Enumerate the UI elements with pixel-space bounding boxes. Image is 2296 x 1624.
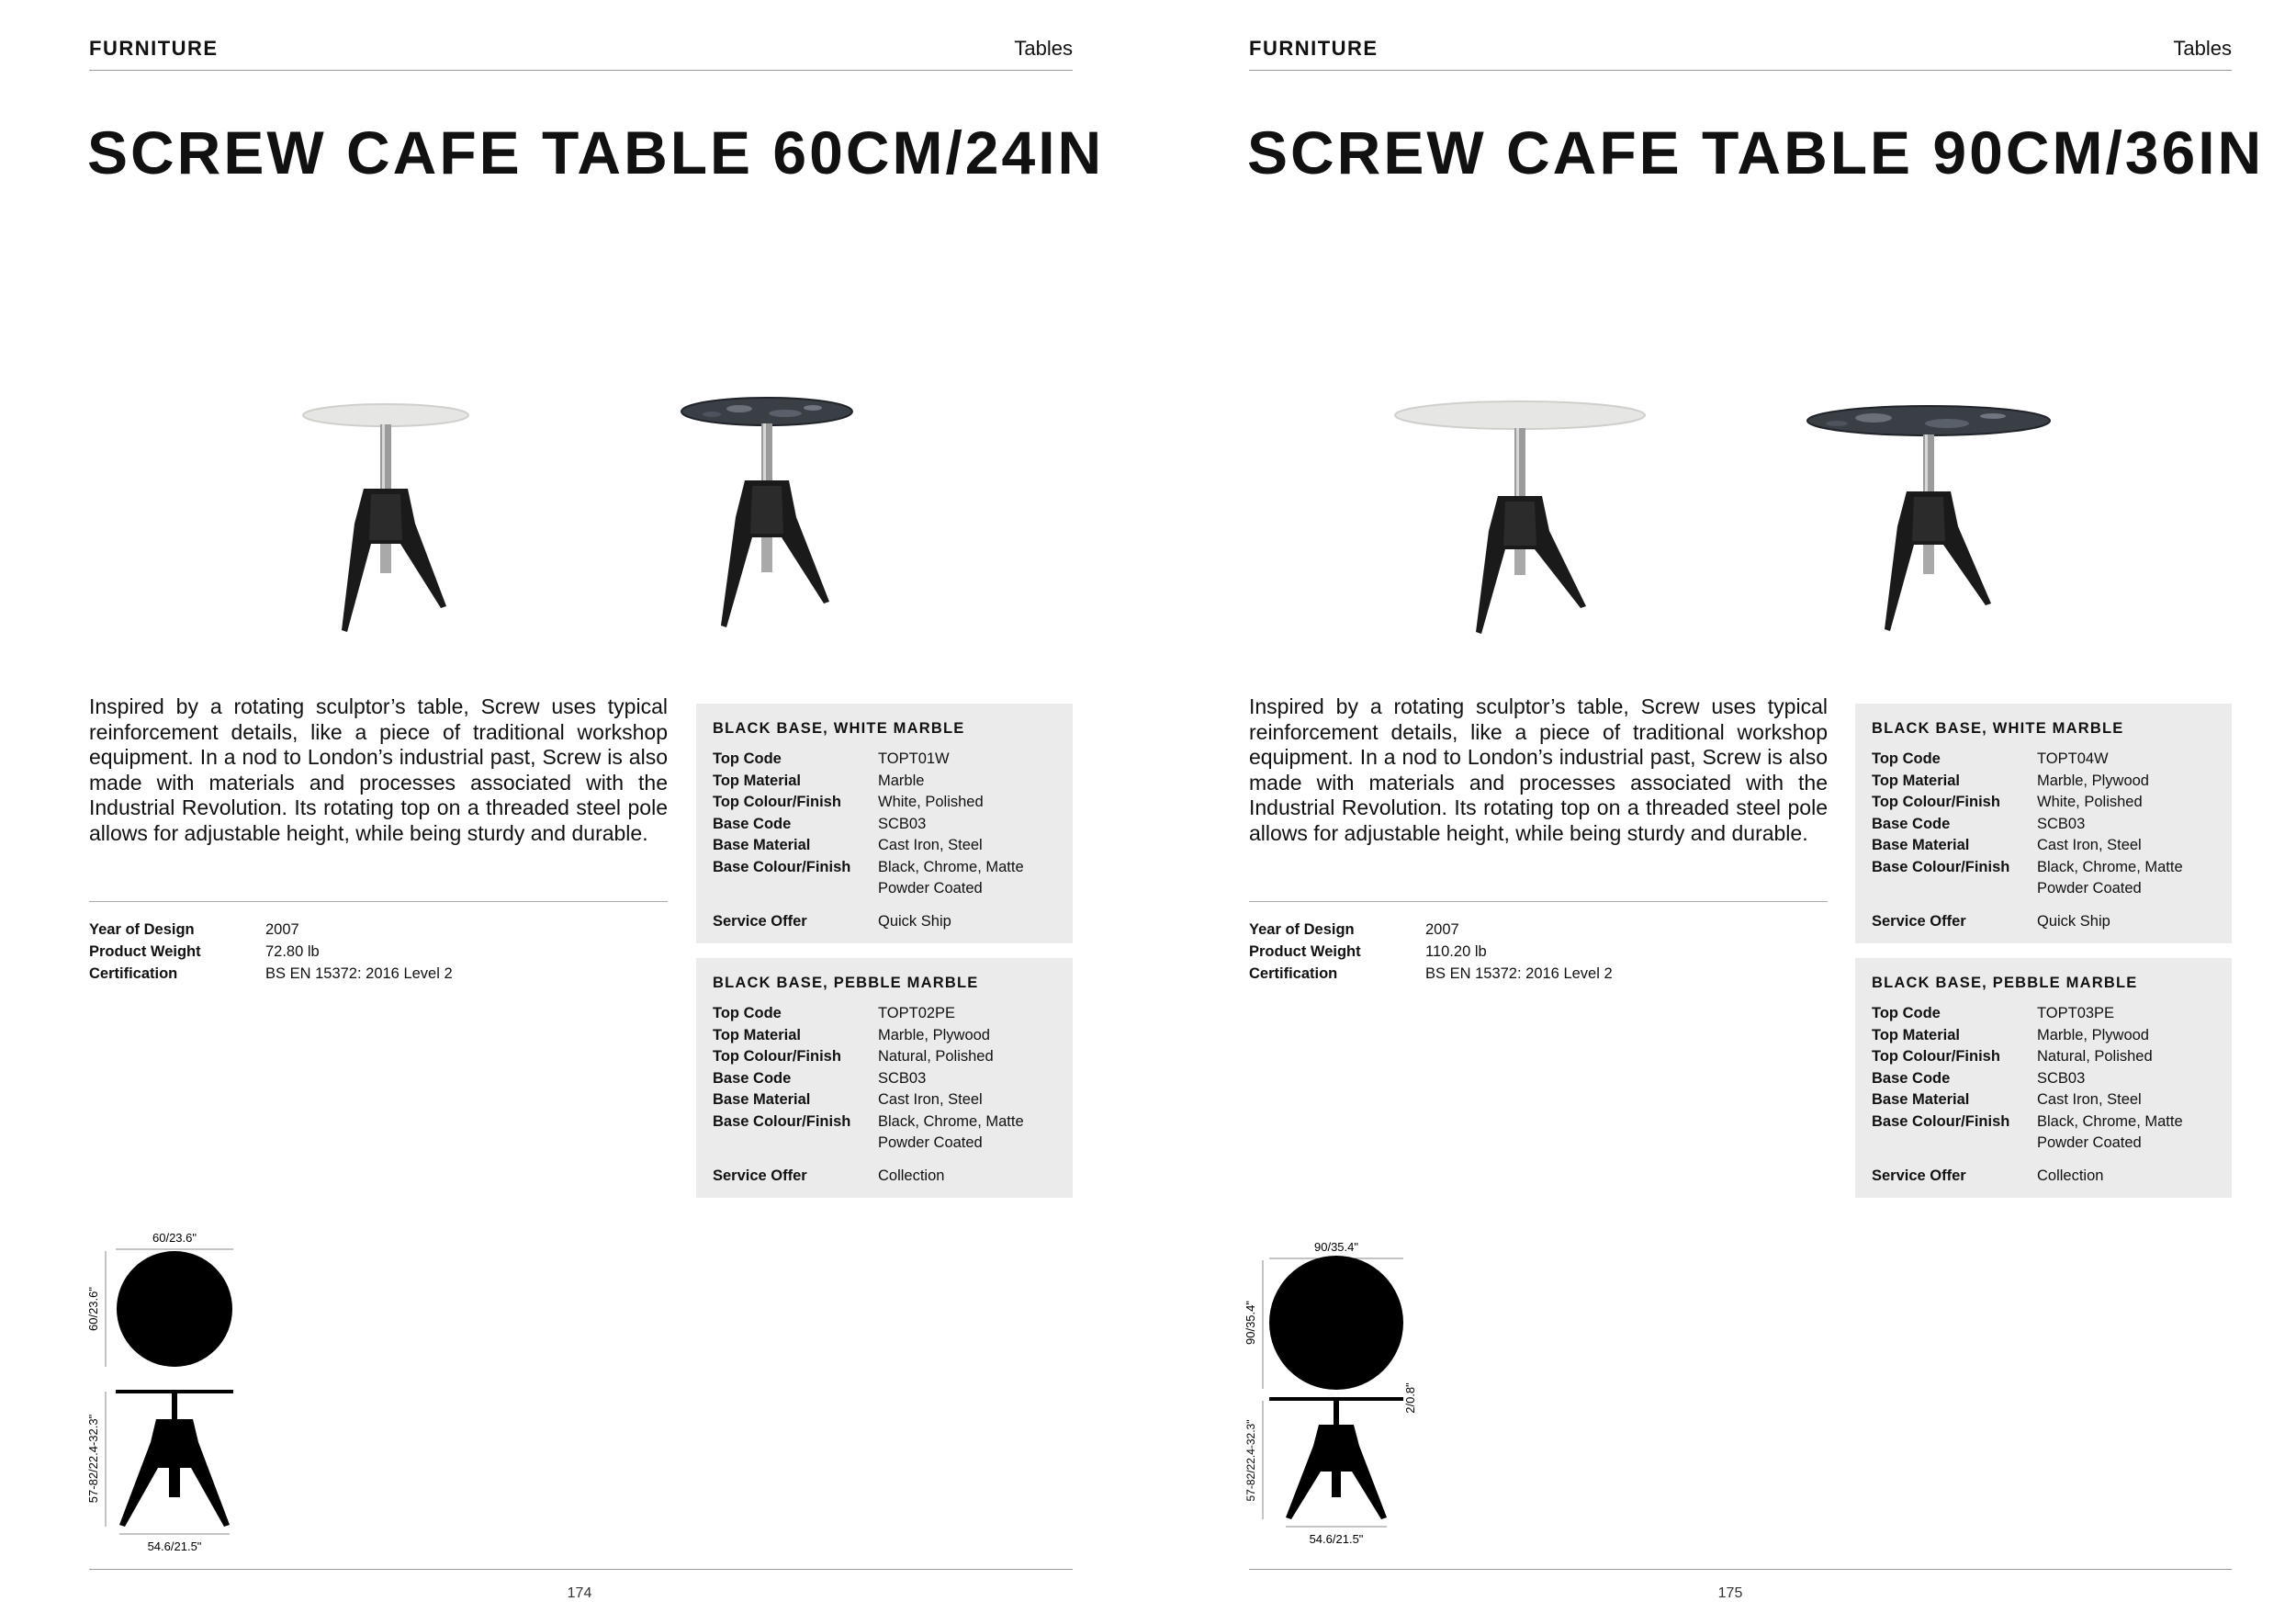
subsection-label: Tables bbox=[2173, 37, 2232, 60]
dim-height: 57-82/22.4-32.3" bbox=[1244, 1419, 1257, 1502]
dimension-drawing bbox=[83, 1222, 248, 1562]
table-base-elevation bbox=[119, 1419, 230, 1527]
spec-row bbox=[1872, 1068, 2215, 1090]
spec-row bbox=[1872, 1111, 2215, 1155]
meta-label: Product Weight bbox=[1249, 943, 1361, 960]
spec-label: Top Code bbox=[713, 1005, 782, 1021]
spec-row bbox=[713, 1089, 1056, 1111]
spec-value: Marble, Plywood bbox=[2037, 772, 2149, 789]
spec-service-row bbox=[1872, 911, 2215, 933]
spec-label: Top Material bbox=[1872, 1026, 1960, 1043]
spec-value: Marble bbox=[878, 772, 925, 789]
spec-row bbox=[713, 1025, 1056, 1047]
spec-value: Quick Ship bbox=[878, 912, 951, 930]
spec-label: Base Colour/Finish bbox=[713, 1112, 851, 1130]
spec-value: Natural, Polished bbox=[2037, 1048, 2153, 1065]
spec-row bbox=[1872, 1003, 2215, 1025]
spec-label: Top Colour/Finish bbox=[713, 1048, 841, 1065]
spec-row bbox=[1872, 1025, 2215, 1047]
spec-value: Black, Chrome, Matte Powder Coated bbox=[878, 1112, 1024, 1151]
spec-value: TOPT03PE bbox=[2037, 1005, 2115, 1021]
meta-value: 2007 bbox=[265, 921, 299, 938]
spec-label: Base Colour/Finish bbox=[1872, 858, 2010, 875]
spec-value: Cast Iron, Steel bbox=[878, 837, 983, 853]
spec-value: TOPT04W bbox=[2037, 750, 2109, 767]
spec-label: Top Colour/Finish bbox=[1872, 1048, 2000, 1065]
spec-service-row bbox=[713, 1166, 1056, 1188]
spec-value: Marble, Plywood bbox=[878, 1026, 990, 1043]
dim-top-width: 60/23.6" bbox=[152, 1231, 197, 1245]
subsection-label: Tables bbox=[1014, 37, 1073, 60]
spec-label: Top Colour/Finish bbox=[1872, 794, 2000, 810]
spec-label: Top Material bbox=[713, 772, 801, 789]
product-meta bbox=[1249, 919, 1613, 985]
spec-value: TOPT02PE bbox=[878, 1005, 956, 1021]
meta-value: BS EN 15372: 2016 Level 2 bbox=[265, 965, 453, 982]
spec-label: Top Colour/Finish bbox=[713, 794, 841, 810]
product-description: Inspired by a rotating sculptor’s table, Screw uses typical reinforcement details, like a piece of traditional workshop equipment. In a nod to London’s industrial past, Screw is also made with materials and processes associated with the Industrial Revolution. Its rotating top on a threaded steel pole allows for adjustable height, while being sturdy and durable. bbox=[89, 694, 668, 845]
spec-value: Quick Ship bbox=[2037, 912, 2110, 930]
spec-service-row bbox=[713, 911, 1056, 933]
product-title: SCREW CAFE TABLE 90CM/36IN bbox=[1247, 118, 2265, 186]
spec-row bbox=[1872, 835, 2215, 857]
spec-row bbox=[713, 1046, 1056, 1068]
spec-value: Cast Iron, Steel bbox=[878, 1091, 983, 1108]
spec-panel-pebble-marble bbox=[1855, 958, 2232, 1198]
spec-value: Black, Chrome, Matte Powder Coated bbox=[2037, 1112, 2183, 1151]
meta-weight-row bbox=[1249, 941, 1613, 963]
section-label: FURNITURE bbox=[1249, 37, 1379, 60]
meta-year-row bbox=[1249, 919, 1613, 941]
spec-panel-white-marble bbox=[1855, 704, 2232, 943]
product-description: Inspired by a rotating sculptor’s table, Screw uses typical reinforcement details, like a piece of traditional workshop equipment. In a nod to London’s industrial past, Screw is also made with materials and processes associated with the Industrial Revolution. Its rotating top on a threaded steel pole allows for adjustable height, while being sturdy and durable. bbox=[1249, 694, 1828, 845]
spec-value: Cast Iron, Steel bbox=[2037, 1091, 2142, 1108]
spec-value: Natural, Polished bbox=[878, 1048, 994, 1065]
table-base-elevation bbox=[1286, 1425, 1387, 1519]
spec-row bbox=[713, 771, 1056, 793]
description-rule bbox=[89, 901, 668, 902]
spec-row bbox=[1872, 771, 2215, 793]
footer-rule bbox=[1249, 1569, 2232, 1570]
product-photo-white-marble bbox=[276, 386, 496, 643]
spec-value: Marble, Plywood bbox=[2037, 1026, 2149, 1043]
spec-value: SCB03 bbox=[2037, 815, 2086, 832]
spec-value: Collection bbox=[2037, 1167, 2104, 1184]
spec-value: TOPT01W bbox=[878, 750, 950, 767]
dim-top-thickness: 2/0.8" bbox=[1403, 1382, 1417, 1414]
spec-value: Black, Chrome, Matte Powder Coated bbox=[2037, 858, 2183, 897]
spec-label: Service Offer bbox=[1872, 912, 1966, 930]
meta-label: Certification bbox=[89, 965, 178, 982]
table-top-plan bbox=[117, 1251, 232, 1367]
meta-value: BS EN 15372: 2016 Level 2 bbox=[1425, 965, 1613, 982]
spec-label: Service Offer bbox=[1872, 1167, 1966, 1184]
spec-value: Black, Chrome, Matte Powder Coated bbox=[878, 858, 1024, 897]
spec-row bbox=[1872, 814, 2215, 836]
spec-label: Top Material bbox=[1872, 772, 1960, 789]
spec-label: Base Code bbox=[713, 1069, 792, 1087]
table-top-plan bbox=[1269, 1256, 1403, 1390]
spec-label: Service Offer bbox=[713, 912, 807, 930]
spec-label: Base Material bbox=[713, 1091, 811, 1108]
meta-weight-row bbox=[89, 941, 453, 963]
product-photo-white-marble bbox=[1382, 386, 1658, 643]
spec-row bbox=[713, 749, 1056, 771]
spec-label: Base Code bbox=[1872, 815, 1951, 832]
spec-label: Top Code bbox=[1872, 1005, 1941, 1021]
spec-label: Top Code bbox=[713, 750, 782, 767]
dim-top-depth: 60/23.6" bbox=[86, 1287, 100, 1331]
product-photo-pebble-marble bbox=[1791, 390, 2066, 643]
header-rule bbox=[1249, 70, 2232, 71]
spec-value: Collection bbox=[878, 1167, 945, 1184]
spec-label: Base Code bbox=[713, 815, 792, 832]
spec-value: SCB03 bbox=[2037, 1069, 2086, 1087]
spec-label: Service Offer bbox=[713, 1167, 807, 1184]
spec-heading: BLACK BASE, PEBBLE MARBLE bbox=[1872, 975, 2138, 991]
dim-base-width: 54.6/21.5" bbox=[147, 1539, 202, 1553]
meta-label: Product Weight bbox=[89, 943, 201, 960]
spec-row bbox=[713, 814, 1056, 836]
description-rule bbox=[1249, 901, 1828, 902]
catalog-page-175 bbox=[1148, 0, 2296, 1624]
meta-value: 2007 bbox=[1425, 921, 1459, 938]
spec-value: Cast Iron, Steel bbox=[2037, 837, 2142, 853]
meta-label: Certification bbox=[1249, 965, 1338, 982]
spec-label: Base Material bbox=[1872, 1091, 1970, 1108]
meta-value: 72.80 lb bbox=[265, 943, 320, 960]
meta-certification-row bbox=[89, 963, 453, 985]
dim-height: 57-82/22.4-32.3" bbox=[86, 1414, 100, 1504]
spec-label: Base Colour/Finish bbox=[1872, 1112, 2010, 1130]
spec-panel-pebble-marble bbox=[696, 958, 1073, 1198]
spec-label: Top Material bbox=[713, 1026, 801, 1043]
dim-top-depth: 90/35.4" bbox=[1244, 1301, 1257, 1345]
spec-heading: BLACK BASE, PEBBLE MARBLE bbox=[713, 975, 979, 991]
spec-heading: BLACK BASE, WHITE MARBLE bbox=[1872, 720, 2124, 737]
spec-service-row bbox=[1872, 1166, 2215, 1188]
spec-row bbox=[1872, 792, 2215, 814]
spec-row bbox=[1872, 1089, 2215, 1111]
spec-row bbox=[713, 1003, 1056, 1025]
spec-value: White, Polished bbox=[2037, 794, 2143, 810]
product-photo-pebble-marble bbox=[666, 381, 868, 643]
spec-value: White, Polished bbox=[878, 794, 984, 810]
spec-value: SCB03 bbox=[878, 815, 927, 832]
footer-rule bbox=[89, 1569, 1073, 1570]
spec-row bbox=[713, 857, 1056, 900]
meta-value: 110.20 lb bbox=[1425, 943, 1487, 960]
meta-label: Year of Design bbox=[1249, 921, 1355, 938]
spec-row bbox=[1872, 857, 2215, 900]
spec-label: Top Code bbox=[1872, 750, 1941, 767]
spec-panel-white-marble bbox=[696, 704, 1073, 943]
spec-label: Base Code bbox=[1872, 1069, 1951, 1087]
spec-row bbox=[713, 835, 1056, 857]
product-title: SCREW CAFE TABLE 60CM/24IN bbox=[87, 118, 1105, 186]
product-meta bbox=[89, 919, 453, 985]
dim-top-width: 90/35.4" bbox=[1314, 1240, 1358, 1254]
meta-year-row bbox=[89, 919, 453, 941]
spec-row bbox=[1872, 1046, 2215, 1068]
page-number: 174 bbox=[567, 1585, 592, 1601]
dimension-drawing bbox=[1240, 1231, 1424, 1563]
header-rule bbox=[89, 70, 1073, 71]
spec-heading: BLACK BASE, WHITE MARBLE bbox=[713, 720, 965, 737]
dim-base-width: 54.6/21.5" bbox=[1309, 1532, 1364, 1546]
spec-row bbox=[1872, 749, 2215, 771]
spec-label: Base Material bbox=[713, 837, 811, 853]
spec-row bbox=[713, 792, 1056, 814]
spec-label: Base Colour/Finish bbox=[713, 858, 851, 875]
page-number: 175 bbox=[1717, 1585, 1743, 1601]
meta-certification-row bbox=[1249, 963, 1613, 985]
spec-row bbox=[713, 1111, 1056, 1155]
spec-value: SCB03 bbox=[878, 1069, 927, 1087]
spec-row bbox=[713, 1068, 1056, 1090]
spec-label: Base Material bbox=[1872, 837, 1970, 853]
meta-label: Year of Design bbox=[89, 921, 195, 938]
section-label: FURNITURE bbox=[89, 37, 219, 60]
